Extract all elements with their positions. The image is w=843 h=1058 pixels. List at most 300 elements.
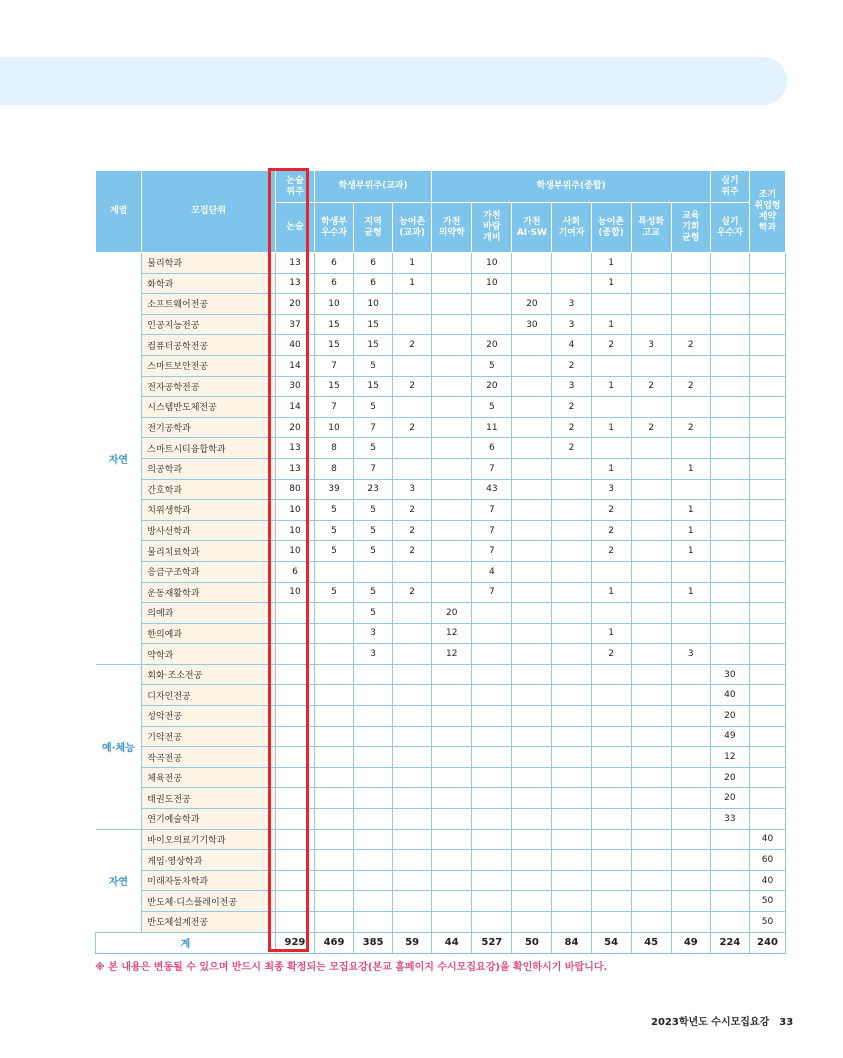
quota-cell xyxy=(393,870,432,891)
quota-cell: 1 xyxy=(393,253,432,274)
table-row xyxy=(96,912,786,933)
unit-name-cell: 스마트시티융합학과 xyxy=(142,438,276,459)
quota-cell xyxy=(671,397,710,418)
table-row xyxy=(96,870,786,891)
quota-cell xyxy=(512,870,552,891)
quota-cell: 14 xyxy=(275,355,314,376)
quota-cell xyxy=(749,809,785,830)
quota-cell xyxy=(749,767,785,788)
quota-cell xyxy=(472,767,512,788)
quota-cell xyxy=(393,314,432,335)
quota-cell xyxy=(512,520,552,541)
quota-cell: 7 xyxy=(354,417,393,438)
quota-cell xyxy=(671,664,710,685)
quota-cell xyxy=(591,891,631,912)
quota-cell: 2 xyxy=(552,355,591,376)
quota-cell xyxy=(591,850,631,871)
quota-cell xyxy=(749,253,785,274)
quota-cell xyxy=(275,623,314,644)
quota-cell xyxy=(512,500,552,521)
quota-cell xyxy=(512,335,552,356)
quota-cell: 20 xyxy=(710,767,749,788)
quota-cell xyxy=(432,355,472,376)
unit-name-cell: 전기공학과 xyxy=(142,417,276,438)
quota-cell: 5 xyxy=(354,520,393,541)
quota-cell: 20 xyxy=(710,706,749,727)
quota-cell xyxy=(749,747,785,768)
quota-cell xyxy=(591,397,631,418)
quota-cell xyxy=(354,788,393,809)
quota-cell xyxy=(432,850,472,871)
quota-cell xyxy=(354,561,393,582)
quota-cell xyxy=(314,644,353,665)
quota-cell xyxy=(671,809,710,830)
table-row xyxy=(96,335,786,356)
quota-cell xyxy=(749,685,785,706)
quota-cell xyxy=(710,644,749,665)
quota-cell: 4 xyxy=(472,561,512,582)
quota-cell xyxy=(552,561,591,582)
unit-name-cell: 치위생학과 xyxy=(142,500,276,521)
quota-cell xyxy=(710,253,749,274)
quota-cell xyxy=(631,891,671,912)
quota-cell: 40 xyxy=(749,829,785,850)
quota-cell xyxy=(393,706,432,727)
quota-cell xyxy=(749,706,785,727)
quota-cell xyxy=(552,850,591,871)
table-row xyxy=(96,706,786,727)
unit-name-cell: 바이오의료기기학과 xyxy=(142,829,276,850)
quota-cell: 2 xyxy=(393,376,432,397)
quota-cell xyxy=(512,644,552,665)
quota-cell xyxy=(749,335,785,356)
quota-cell: 3 xyxy=(552,294,591,315)
quota-cell xyxy=(432,891,472,912)
quota-cell xyxy=(314,870,353,891)
unit-name-cell: 스마트보안전공 xyxy=(142,355,276,376)
page-footer xyxy=(651,1013,793,1028)
quota-cell xyxy=(749,788,785,809)
quota-cell xyxy=(432,253,472,274)
quota-cell: 50 xyxy=(749,912,785,933)
quota-cell xyxy=(472,850,512,871)
quota-cell xyxy=(472,603,512,624)
unit-name-cell: 전자공학전공 xyxy=(142,376,276,397)
total-cell: 50 xyxy=(512,932,552,953)
total-cell: 49 xyxy=(671,932,710,953)
quota-cell: 2 xyxy=(671,376,710,397)
quota-cell xyxy=(671,788,710,809)
quota-cell: 30 xyxy=(275,376,314,397)
quota-cell: 2 xyxy=(552,397,591,418)
quota-cell xyxy=(631,870,671,891)
quota-cell: 2 xyxy=(393,520,432,541)
quota-cell: 20 xyxy=(275,417,314,438)
table-row xyxy=(96,458,786,479)
quota-cell xyxy=(631,747,671,768)
quota-cell: 6 xyxy=(314,273,353,294)
quota-cell xyxy=(512,253,552,274)
quota-cell xyxy=(314,767,353,788)
quota-cell xyxy=(631,253,671,274)
quota-cell: 3 xyxy=(591,479,631,500)
quota-cell xyxy=(631,314,671,335)
quota-cell: 12 xyxy=(432,644,472,665)
quota-cell xyxy=(552,912,591,933)
quota-cell xyxy=(710,335,749,356)
quota-cell xyxy=(671,726,710,747)
quota-cell: 10 xyxy=(472,253,512,274)
quota-cell xyxy=(591,829,631,850)
quota-cell xyxy=(432,582,472,603)
quota-cell xyxy=(512,541,552,562)
quota-cell xyxy=(749,561,785,582)
quota-cell xyxy=(591,664,631,685)
quota-cell xyxy=(749,623,785,644)
quota-cell: 1 xyxy=(591,582,631,603)
quota-cell: 15 xyxy=(354,376,393,397)
quota-cell xyxy=(393,294,432,315)
quota-cell xyxy=(472,294,512,315)
quota-cell xyxy=(591,767,631,788)
quota-cell xyxy=(591,561,631,582)
unit-name-cell: 인공지능전공 xyxy=(142,314,276,335)
quota-cell xyxy=(671,314,710,335)
unit-name-cell: 의공학과 xyxy=(142,458,276,479)
quota-cell xyxy=(671,747,710,768)
quota-cell xyxy=(631,788,671,809)
quota-cell xyxy=(354,850,393,871)
subheader-cell: 교육 기회 균형 xyxy=(671,203,710,253)
quota-cell xyxy=(432,294,472,315)
table-row xyxy=(96,479,786,500)
total-cell: 385 xyxy=(354,932,393,953)
quota-cell xyxy=(275,603,314,624)
quota-cell xyxy=(314,747,353,768)
quota-cell xyxy=(710,603,749,624)
quota-cell xyxy=(710,912,749,933)
quota-cell xyxy=(512,355,552,376)
quota-cell: 3 xyxy=(552,314,591,335)
total-cell: 45 xyxy=(631,932,671,953)
header-early-employment: 조기 취업형 계약 학과 xyxy=(749,171,785,253)
quota-cell: 37 xyxy=(275,314,314,335)
quota-cell xyxy=(591,603,631,624)
table-row xyxy=(96,561,786,582)
quota-cell: 10 xyxy=(314,417,353,438)
quota-cell: 13 xyxy=(275,273,314,294)
total-cell: 527 xyxy=(472,932,512,953)
quota-cell xyxy=(552,767,591,788)
unit-name-cell: 반도체설계전공 xyxy=(142,912,276,933)
quota-cell xyxy=(631,438,671,459)
quota-cell xyxy=(354,809,393,830)
quota-cell xyxy=(354,767,393,788)
unit-name-cell: 컴퓨터공학전공 xyxy=(142,335,276,356)
quota-cell: 40 xyxy=(275,335,314,356)
quota-cell: 39 xyxy=(314,479,353,500)
quota-cell xyxy=(671,870,710,891)
total-cell: 240 xyxy=(749,932,785,953)
table-row xyxy=(96,829,786,850)
quota-cell: 1 xyxy=(671,500,710,521)
quota-cell xyxy=(275,726,314,747)
admission-quota-table xyxy=(95,170,786,954)
quota-cell xyxy=(432,376,472,397)
quota-cell: 2 xyxy=(671,417,710,438)
quota-cell xyxy=(671,767,710,788)
unit-name-cell: 작곡전공 xyxy=(142,747,276,768)
quota-cell xyxy=(354,747,393,768)
quota-cell: 2 xyxy=(591,541,631,562)
quota-cell xyxy=(710,438,749,459)
quota-cell: 20 xyxy=(432,603,472,624)
quota-cell xyxy=(671,253,710,274)
table-row xyxy=(96,747,786,768)
quota-cell xyxy=(631,706,671,727)
quota-cell xyxy=(512,829,552,850)
quota-cell xyxy=(749,458,785,479)
header-practical-group: 실기 위주 xyxy=(710,171,749,203)
quota-cell: 6 xyxy=(354,273,393,294)
quota-cell xyxy=(552,500,591,521)
disclaimer-note: ※ 본 내용은 변동될 수 있으며 반드시 최종 확정되는 모집요강(본교 홈페이지 수시모집요강)을 확인하시기 바랍니다. xyxy=(95,962,608,973)
quota-cell: 43 xyxy=(472,479,512,500)
quota-cell xyxy=(710,397,749,418)
quota-cell xyxy=(393,809,432,830)
quota-cell xyxy=(671,273,710,294)
unit-name-cell: 약학과 xyxy=(142,644,276,665)
quota-cell: 5 xyxy=(314,520,353,541)
quota-cell xyxy=(393,355,432,376)
quota-cell xyxy=(472,870,512,891)
quota-cell xyxy=(591,747,631,768)
quota-cell xyxy=(393,623,432,644)
quota-cell: 2 xyxy=(393,417,432,438)
quota-cell xyxy=(631,623,671,644)
quota-cell: 5 xyxy=(354,603,393,624)
quota-cell xyxy=(710,850,749,871)
quota-cell xyxy=(472,706,512,727)
table-row xyxy=(96,809,786,830)
quota-cell: 5 xyxy=(314,582,353,603)
header-essay: 논술 xyxy=(275,203,314,253)
quota-cell xyxy=(552,273,591,294)
quota-cell: 5 xyxy=(354,397,393,418)
quota-cell xyxy=(393,747,432,768)
quota-cell: 80 xyxy=(275,479,314,500)
quota-cell xyxy=(472,809,512,830)
quota-cell xyxy=(591,706,631,727)
quota-cell xyxy=(749,479,785,500)
quota-cell xyxy=(552,891,591,912)
total-label: 계 xyxy=(96,932,276,953)
quota-cell: 2 xyxy=(591,500,631,521)
quota-cell xyxy=(631,582,671,603)
quota-cell: 2 xyxy=(591,520,631,541)
quota-cell xyxy=(710,561,749,582)
quota-cell: 1 xyxy=(393,273,432,294)
quota-cell xyxy=(671,706,710,727)
quota-cell xyxy=(710,891,749,912)
quota-cell xyxy=(710,870,749,891)
quota-cell xyxy=(393,603,432,624)
quota-cell: 1 xyxy=(591,273,631,294)
subheader-cell: 농어촌 (교과) xyxy=(393,203,432,253)
quota-cell xyxy=(591,726,631,747)
quota-cell xyxy=(512,417,552,438)
quota-cell: 5 xyxy=(314,500,353,521)
quota-cell: 1 xyxy=(671,520,710,541)
quota-cell: 8 xyxy=(314,438,353,459)
quota-cell xyxy=(512,479,552,500)
quota-cell: 15 xyxy=(354,335,393,356)
quota-cell: 1 xyxy=(591,623,631,644)
quota-cell xyxy=(512,912,552,933)
table-row xyxy=(96,417,786,438)
quota-cell: 10 xyxy=(275,520,314,541)
quota-cell xyxy=(552,603,591,624)
quota-cell xyxy=(354,726,393,747)
quota-cell xyxy=(275,870,314,891)
table-row xyxy=(96,850,786,871)
quota-cell xyxy=(631,355,671,376)
quota-cell xyxy=(432,438,472,459)
quota-cell xyxy=(512,376,552,397)
table-row xyxy=(96,397,786,418)
header-record-comprehensive: 학생부위주(종합) xyxy=(432,171,711,203)
subheader-cell: 가천 의약학 xyxy=(432,203,472,253)
quota-cell xyxy=(393,788,432,809)
quota-cell xyxy=(314,603,353,624)
quota-cell: 4 xyxy=(552,335,591,356)
table-row xyxy=(96,891,786,912)
quota-cell xyxy=(631,829,671,850)
quota-cell xyxy=(393,829,432,850)
unit-name-cell: 운동재활학과 xyxy=(142,582,276,603)
quota-cell xyxy=(432,747,472,768)
quota-cell xyxy=(314,788,353,809)
quota-cell xyxy=(591,870,631,891)
unit-name-cell: 체육전공 xyxy=(142,767,276,788)
quota-cell xyxy=(512,850,552,871)
quota-cell xyxy=(591,438,631,459)
quota-cell xyxy=(432,829,472,850)
quota-cell xyxy=(631,458,671,479)
quota-cell xyxy=(275,829,314,850)
quota-cell xyxy=(749,355,785,376)
quota-cell xyxy=(671,603,710,624)
quota-cell xyxy=(512,561,552,582)
quota-cell: 12 xyxy=(432,623,472,644)
quota-cell xyxy=(552,685,591,706)
quota-cell xyxy=(552,644,591,665)
quota-cell xyxy=(749,520,785,541)
quota-cell xyxy=(314,829,353,850)
quota-cell xyxy=(393,397,432,418)
quota-cell xyxy=(591,685,631,706)
quota-cell: 7 xyxy=(472,520,512,541)
quota-cell xyxy=(749,438,785,459)
footer-title: 2023학년도 수시모집요강 xyxy=(651,1017,770,1028)
unit-name-cell: 응급구조학과 xyxy=(142,561,276,582)
quota-cell xyxy=(472,644,512,665)
unit-name-cell: 성악전공 xyxy=(142,706,276,727)
quota-cell xyxy=(710,294,749,315)
quota-cell: 2 xyxy=(631,417,671,438)
quota-cell: 2 xyxy=(591,644,631,665)
quota-cell xyxy=(393,767,432,788)
table-body xyxy=(96,253,786,933)
quota-cell xyxy=(432,500,472,521)
quota-cell xyxy=(749,314,785,335)
table-row xyxy=(96,500,786,521)
quota-cell xyxy=(472,829,512,850)
table-row xyxy=(96,273,786,294)
quota-cell xyxy=(512,603,552,624)
quota-cell: 30 xyxy=(710,664,749,685)
quota-cell: 20 xyxy=(710,788,749,809)
quota-cell xyxy=(512,458,552,479)
quota-cell: 2 xyxy=(393,541,432,562)
quota-cell: 5 xyxy=(314,541,353,562)
quota-cell xyxy=(631,644,671,665)
unit-name-cell: 물리학과 xyxy=(142,253,276,274)
quota-cell: 33 xyxy=(710,809,749,830)
quota-cell xyxy=(552,541,591,562)
quota-cell xyxy=(354,706,393,727)
unit-name-cell: 태권도전공 xyxy=(142,788,276,809)
quota-cell: 3 xyxy=(631,335,671,356)
quota-cell xyxy=(631,520,671,541)
quota-cell xyxy=(275,664,314,685)
quota-cell xyxy=(591,294,631,315)
quota-cell: 1 xyxy=(591,376,631,397)
table-row xyxy=(96,355,786,376)
quota-cell: 50 xyxy=(749,891,785,912)
quota-cell xyxy=(671,891,710,912)
quota-cell xyxy=(275,767,314,788)
quota-cell xyxy=(393,891,432,912)
quota-cell xyxy=(749,294,785,315)
quota-cell xyxy=(432,706,472,727)
quota-cell: 8 xyxy=(314,458,353,479)
quota-cell xyxy=(432,397,472,418)
quota-cell xyxy=(432,685,472,706)
quota-cell: 6 xyxy=(314,253,353,274)
quota-cell xyxy=(354,870,393,891)
quota-cell xyxy=(512,809,552,830)
quota-cell xyxy=(552,253,591,274)
quota-cell xyxy=(552,706,591,727)
table-row xyxy=(96,767,786,788)
quota-cell xyxy=(393,644,432,665)
quota-cell: 3 xyxy=(393,479,432,500)
quota-cell xyxy=(552,829,591,850)
quota-cell xyxy=(512,685,552,706)
table-row xyxy=(96,788,786,809)
quota-cell xyxy=(432,417,472,438)
quota-cell xyxy=(749,726,785,747)
quota-cell: 6 xyxy=(354,253,393,274)
total-cell: 224 xyxy=(710,932,749,953)
quota-cell xyxy=(512,438,552,459)
table-row xyxy=(96,726,786,747)
quota-cell xyxy=(671,438,710,459)
subheader-cell: 지역 균형 xyxy=(354,203,393,253)
quota-cell: 3 xyxy=(354,644,393,665)
quota-cell xyxy=(710,520,749,541)
